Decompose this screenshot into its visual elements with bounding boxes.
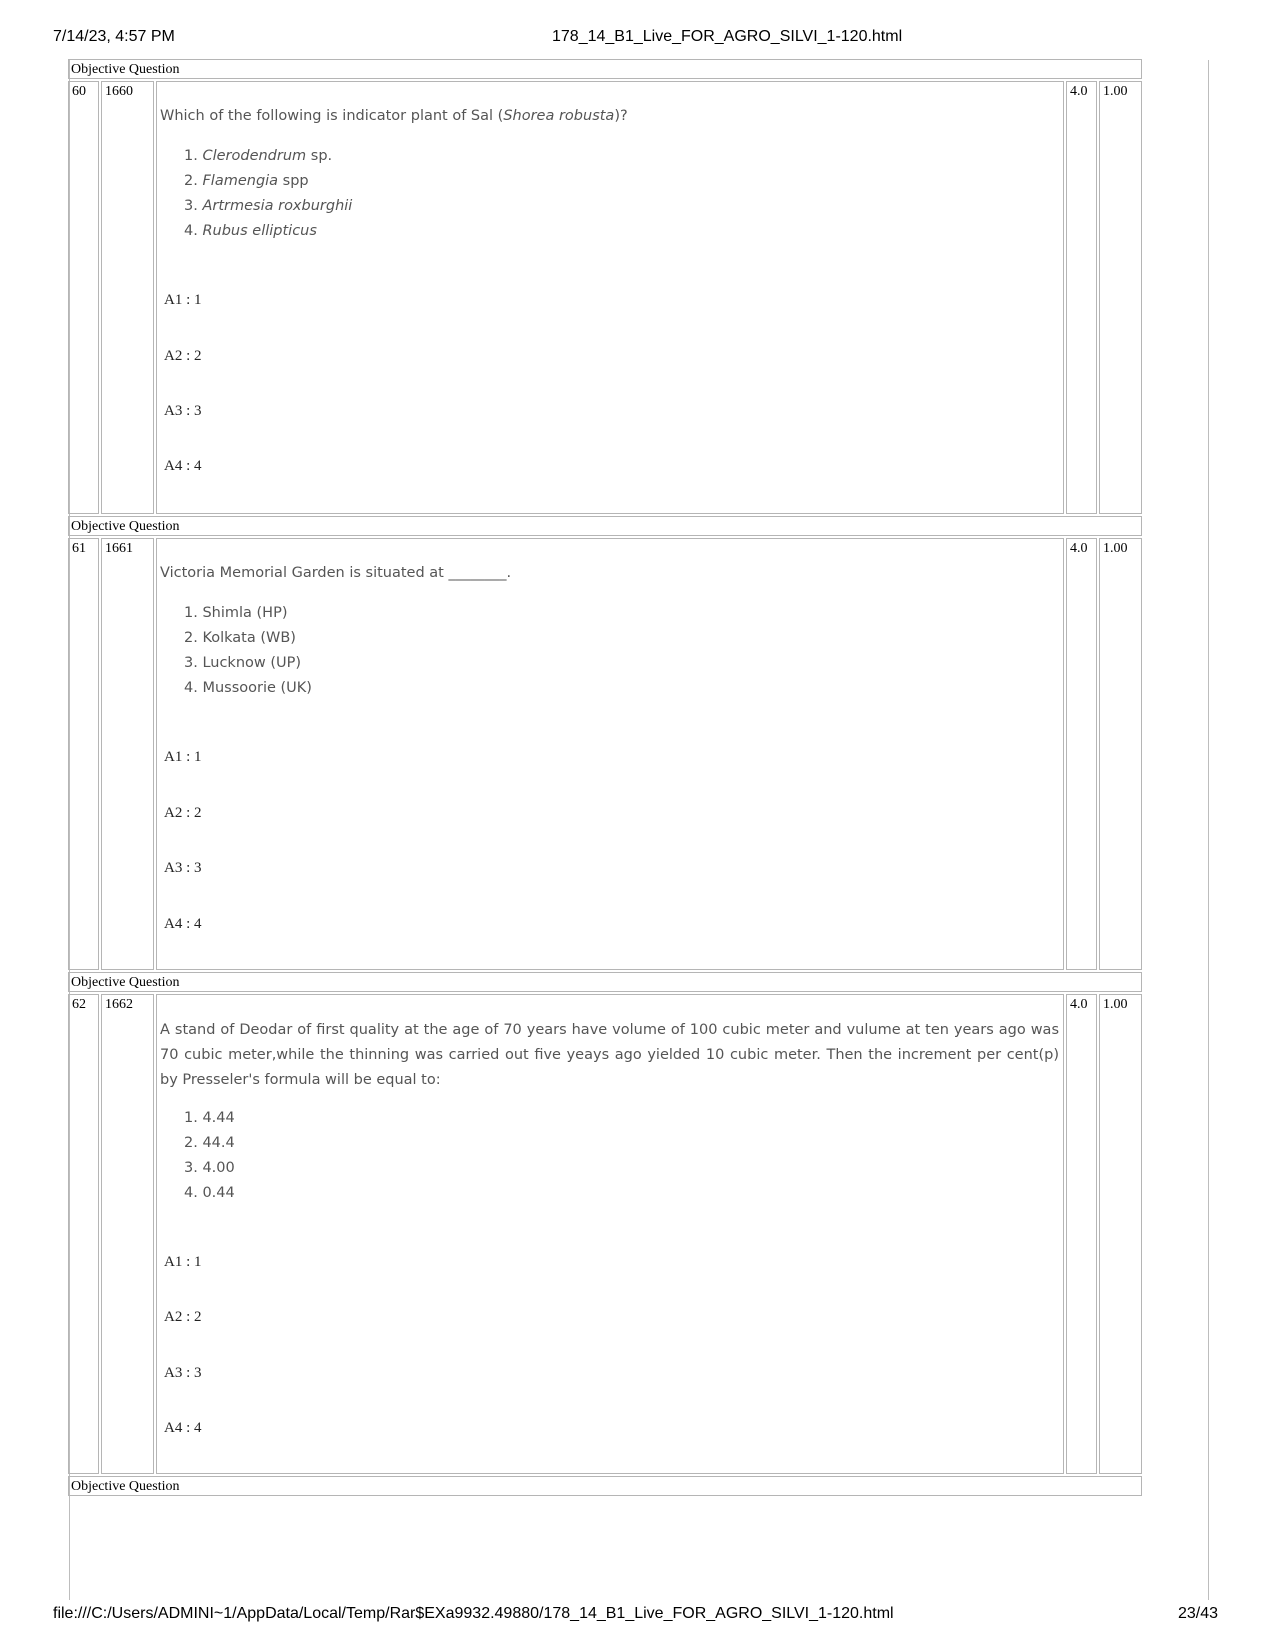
section-label: Objective Question <box>68 59 1142 79</box>
answer-option: A3 : 3 <box>164 403 202 419</box>
print-file-path: file:///C:/Users/ADMINI~1/AppData/Local/Temp/Rar$EXa9932.49880/178_14_B1_Live_FOR_AGRO_SILVI_1-120.html <box>53 1605 894 1622</box>
answer-option: A2 : 2 <box>164 1309 202 1325</box>
section-label: Objective Question <box>68 516 1142 536</box>
print-title: 178_14_B1_Live_FOR_AGRO_SILVI_1-120.html <box>552 28 903 45</box>
option-item: 2. 44.4 <box>184 1135 235 1151</box>
option-item: 1. Shimla (HP) <box>184 605 288 621</box>
question-marks: 4.0 <box>1066 81 1097 514</box>
question-marks: 4.0 <box>1066 538 1097 970</box>
question-text: A stand of Deodar of first quality at the age of 70 years have volume of 100 cubic meter and vulume at ten years ago was 70 cubic meter,while the thinning was carried out five yeays ago yielded 10 cubic meter. Then the increment per cent(p) by Presseler's formula will be equal to: <box>160 1022 1059 1088</box>
answer-option: A1 : 1 <box>164 1254 202 1270</box>
option-item: 2. Flamengia spp <box>184 173 309 189</box>
question-text: Victoria Memorial Garden is situated at ________. <box>160 565 512 581</box>
negative-marks: 1.00 <box>1099 538 1142 970</box>
question-marks: 4.0 <box>1066 994 1097 1474</box>
question-text: Which of the following is indicator plant of Sal (Shorea robusta)? <box>160 108 628 124</box>
print-datetime: 7/14/23, 4:57 PM <box>53 28 175 45</box>
question-id: 1660 <box>101 81 154 514</box>
page-number: 23/43 <box>1178 1605 1219 1622</box>
question-serial: 60 <box>68 81 99 514</box>
answer-option: A2 : 2 <box>164 805 202 821</box>
question-id: 1661 <box>101 538 154 970</box>
answer-option: A3 : 3 <box>164 860 202 876</box>
option-item: 1. Clerodendrum sp. <box>184 148 333 164</box>
option-item: 3. Artrmesia roxburghii <box>184 198 353 214</box>
answer-option: A1 : 1 <box>164 292 202 308</box>
options-list <box>184 1106 235 1206</box>
options-list <box>184 601 312 701</box>
question-id: 1662 <box>101 994 154 1474</box>
negative-marks: 1.00 <box>1099 81 1142 514</box>
option-item: 3. 4.00 <box>184 1160 235 1176</box>
options-list <box>184 144 352 244</box>
answer-option: A4 : 4 <box>164 916 202 932</box>
option-item: 2. Kolkata (WB) <box>184 630 296 646</box>
section-label: Objective Question <box>68 972 1142 992</box>
negative-marks: 1.00 <box>1099 994 1142 1474</box>
option-item: 4. Mussoorie (UK) <box>184 680 312 696</box>
answer-option: A4 : 4 <box>164 1420 202 1436</box>
option-item: 4. 0.44 <box>184 1185 235 1201</box>
answer-option: A3 : 3 <box>164 1365 202 1381</box>
section-label: Objective Question <box>68 1476 1142 1496</box>
question-serial: 61 <box>68 538 99 970</box>
option-item: 3. Lucknow (UP) <box>184 655 302 671</box>
option-item: 1. 4.44 <box>184 1110 235 1126</box>
answer-option: A4 : 4 <box>164 458 202 474</box>
option-item: 4. Rubus ellipticus <box>184 223 317 239</box>
answer-option: A1 : 1 <box>164 749 202 765</box>
question-serial: 62 <box>68 994 99 1474</box>
answer-option: A2 : 2 <box>164 348 202 364</box>
